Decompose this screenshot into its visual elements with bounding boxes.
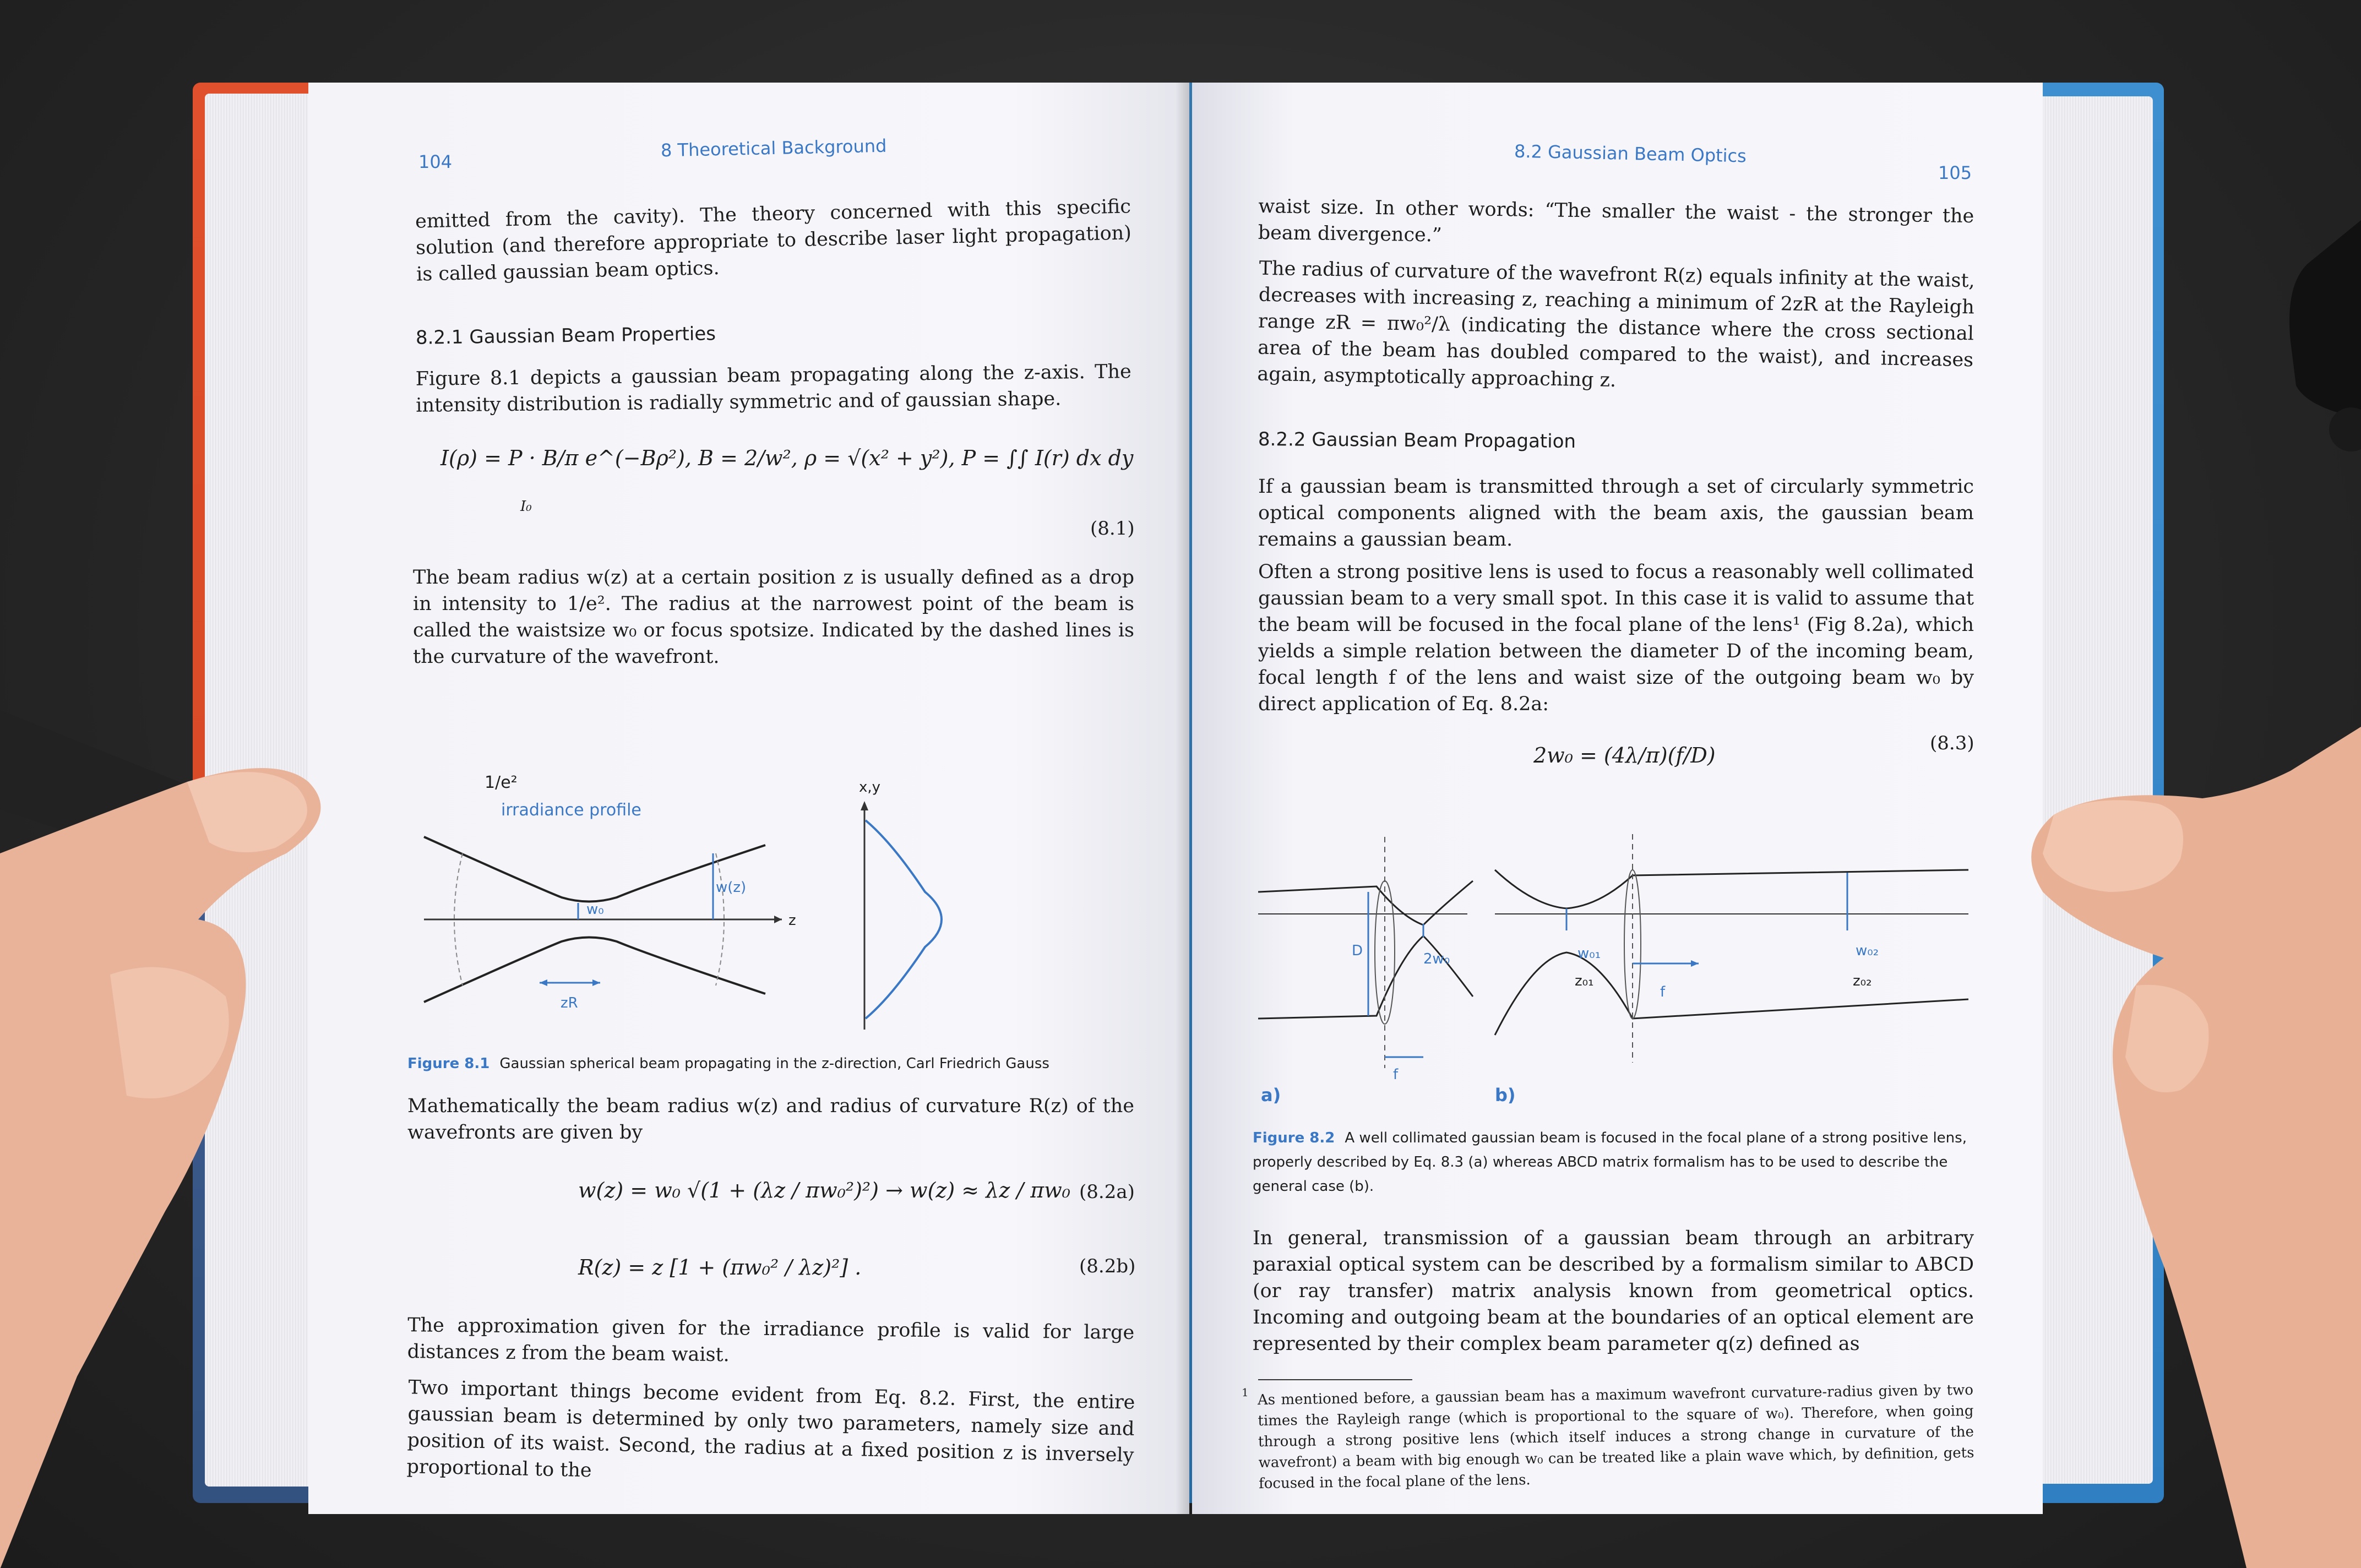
w0-label: w₀	[586, 901, 604, 918]
diameter-label: D	[1352, 943, 1363, 959]
figure-8-1-beam-diagram	[407, 688, 1206, 1041]
figure-8-1-caption	[407, 1052, 1151, 1076]
figure-part-b-label: b)	[1495, 1085, 1516, 1106]
z01-label: z₀₁	[1575, 973, 1594, 989]
focal-length-label-a: f	[1393, 1066, 1399, 1083]
z02-label: z₀₂	[1853, 973, 1872, 989]
right-hand	[1982, 727, 2361, 1568]
paragraph-waist-size: waist size. In other words: “The smaller the waist - the stronger the beam divergence.”	[1258, 195, 1974, 247]
equation-8-2b: R(z) = z [1 + (πw₀² / λz)²] .	[578, 1255, 862, 1280]
running-head: 8 Theoretical Background	[660, 135, 887, 161]
w01-label: w₀₁	[1577, 945, 1601, 962]
footnote-rule	[1258, 1379, 1412, 1380]
right-page	[1192, 83, 2043, 1514]
two-w0-label: 2w₀	[1423, 951, 1450, 967]
section-title-right: 8.2.2 Gaussian Beam Propagation	[1258, 428, 1576, 453]
equation-8-3: 2w₀ = (4λ/π)(f/D)	[1533, 743, 1716, 767]
equation-number-8-2a: (8.2a)	[1079, 1181, 1135, 1203]
paragraph-transmitted: If a gaussian beam is transmitted through a set of circularly symmetric optical components aligned with the beam axis, the gaussian beam remains a gaussian beam.	[1258, 476, 1974, 551]
paragraph-intro: emitted from the cavity). The theory concerned with this specific solution (and therefore appropriate to describe laser light propagation) is called gaussian beam optics.	[415, 195, 1132, 286]
equation-8-1-underbrace: I₀	[520, 498, 532, 515]
figure-8-2-caption-label: Figure 8.2	[1253, 1130, 1335, 1146]
figure-part-a-label: a)	[1261, 1085, 1281, 1106]
page-number: 104	[418, 151, 453, 172]
equation-number-8-1: (8.1)	[1090, 518, 1135, 540]
xy-axis-label: x,y	[859, 779, 881, 796]
figure-8-1-caption-text: Gaussian spherical beam propagating in the z-direction, Carl Friedrich Gauss	[499, 1055, 1049, 1072]
running-head-right: 8.2 Gaussian Beam Optics	[1514, 140, 1747, 167]
left-page	[308, 83, 1189, 1514]
footnote-marker: 1	[1242, 1386, 1249, 1399]
irradiance-profile-label: irradiance profile	[501, 801, 641, 820]
page-number-right: 105	[1938, 162, 1972, 183]
inverse-e-squared-label: 1/e²	[485, 773, 518, 792]
paragraph-beam-radius: The beam radius w(z) at a certain position z is usually defined as a drop in intensity to 1/e². The radius at the narrowest point of the beam is called the waistsize w₀ or focus spotsize. Indicated by the dashed lines is the curvature of the wavefront.	[413, 567, 1134, 668]
footnote-text: As mentioned before, a gaussian beam has a maximum wavefront curvature-radius given by two times the Rayleigh range (which is proportional to the square of w₀). Therefore, when going through a strong positive lens (which itself induces a strong change in curvature of the wavefront) a beam with big enough w₀ can be treated like a plain wave which, by definition, gets focused in the focal plane of the lens.	[1257, 1381, 1974, 1493]
right-background-object	[2274, 220, 2361, 551]
equation-number-8-2b: (8.2b)	[1079, 1255, 1136, 1277]
equation-number-8-3: (8.3)	[1930, 732, 1974, 754]
focal-length-label-b: f	[1660, 984, 1666, 1000]
equation-8-1: I(ρ) = P · B/π e^(−Bρ²), B = 2/w², ρ = √(x² + y²), P = ∫∫ I(r) dx dy	[440, 446, 1134, 470]
rayleigh-range-label: zR	[561, 995, 578, 1011]
wz-label: w(z)	[716, 879, 747, 896]
paragraph-mathematically: Mathematically the beam radius w(z) and radius of curvature R(z) of the wavefronts are given by	[407, 1095, 1134, 1144]
paragraph-approximation: The approximation given for the irradiance profile is valid for large distances z from the beam waist.	[407, 1314, 1135, 1366]
figure-8-2-caption	[1253, 1126, 1974, 1199]
equation-8-2a: w(z) = w₀ √(1 + (λz / πw₀²)²) → w(z) ≈ λz / πw₀	[578, 1178, 1070, 1202]
paragraph-figure-intro: Figure 8.1 depicts a gaussian beam propagating along the z-axis. The intensity distribution is radially symmetric and of gaussian shape.	[415, 361, 1131, 417]
figure-8-2-caption-text: A well collimated gaussian beam is focused in the focal plane of a strong positive lens, properly described by Eq. 8.3 (a) whereas ABCD matrix formalism has to be used to describe the general case (b).	[1253, 1130, 1967, 1195]
paragraph-two-important: Two important things become evident from Eq. 8.2. First, the entire gaussian beam is determined by only two parameters, namely size and position of its waist. Second, the radius at a fixed position z is inversely proportional to the	[406, 1376, 1135, 1482]
w02-label: w₀₂	[1856, 943, 1879, 959]
left-hand	[0, 688, 385, 1568]
paragraph-strong-lens: Often a strong positive lens is used to focus a reasonably well collimated gaussian beam to a very small spot. In this case it is valid to assume that the beam will be focused in the focal plane of the lens¹ (Fig 8.2a), which yields a simple relation between the diameter D of the incoming beam, focal length f of the lens and waist size of the outgoing beam w₀ by direct application of Eq. 8.2a:	[1258, 561, 1974, 715]
section-title: 8.2.1 Gaussian Beam Properties	[415, 323, 716, 349]
paragraph-general-transmission: In general, transmission of a gaussian beam through an arbitrary paraxial optical system can be described by a formalism similar to ABCD (or ray transfer) matrix analysis known from geometrical optics. Incoming and outgoing beam at the boundaries of an optical element are represented by their complex beam parameter q(z) defined as	[1253, 1227, 1974, 1355]
figure-8-1-caption-label: Figure 8.1	[407, 1055, 490, 1072]
z-axis-label: z	[788, 912, 796, 929]
paragraph-curvature: The radius of curvature of the wavefront R(z) equals infinity at the waist, decreases with increasing z, reaching a minimum of 2zR at the Rayleigh range zR = πw₀²/λ (indicating the distance where the cross sectional area of the beam has doubled compared to the waist), and increases again, asymptotically approaching z.	[1257, 257, 1975, 392]
